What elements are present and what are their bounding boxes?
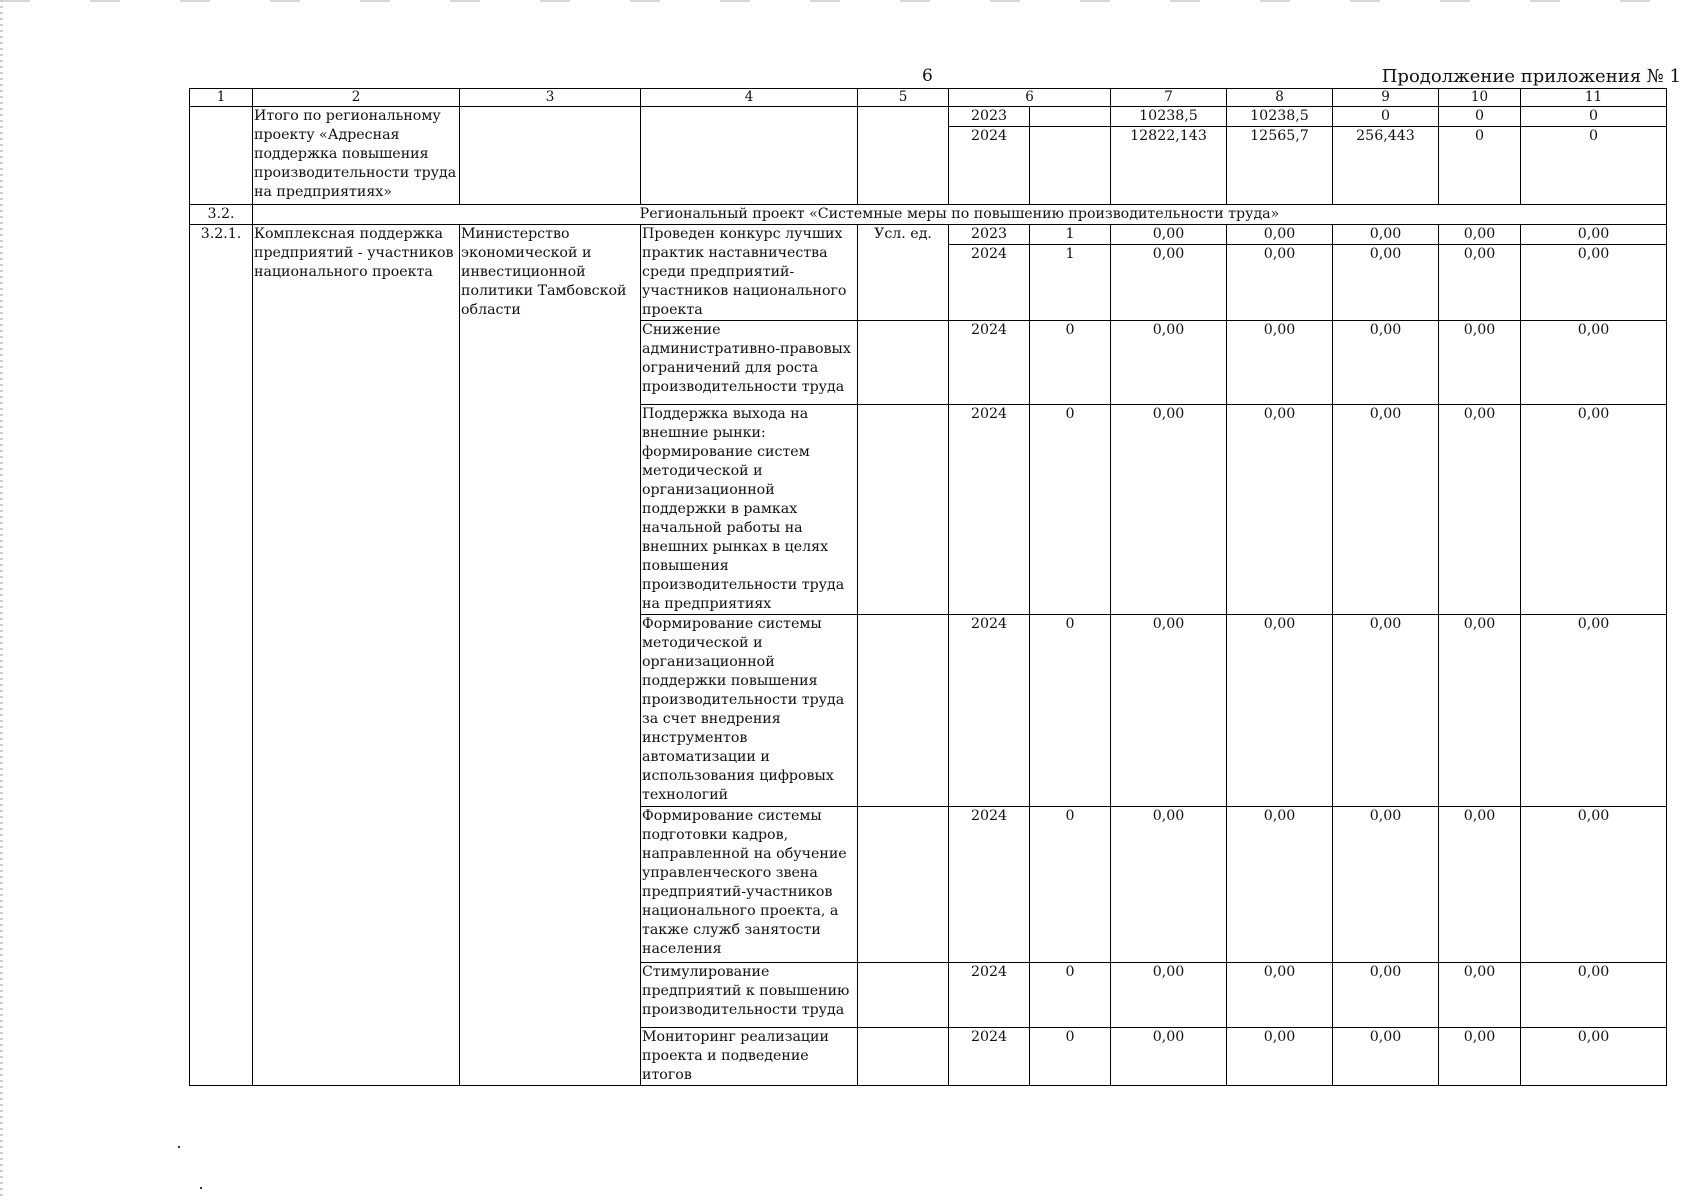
value-cell: 0,00 — [1521, 321, 1667, 405]
value-cell: 0,00 — [1333, 405, 1439, 615]
col-header: 4 — [641, 89, 858, 107]
indicator-value: 1 — [1030, 245, 1111, 321]
section-title: Региональный проект «Системные меры по повышению производительности труда» — [253, 205, 1667, 225]
col-header: 8 — [1227, 89, 1333, 107]
value-cell: 10238,5 — [1111, 107, 1227, 127]
value-cell: 0,00 — [1227, 807, 1333, 963]
value-cell: 0 — [1521, 107, 1667, 127]
empty-cell — [858, 615, 949, 807]
measure-text: Формирование системы подготовки кадров, направленной на обучение управленческого звена предприятий-участников национального проекта, а также служб занятости населения — [641, 807, 858, 963]
value-cell: 0,00 — [1521, 245, 1667, 321]
empty-cell — [460, 107, 641, 205]
section-number: 3.2. — [190, 205, 253, 225]
empty-cell — [190, 107, 253, 205]
year-cell: 2024 — [949, 127, 1030, 205]
scan-left-edge — [0, 0, 3, 1200]
col-header: 9 — [1333, 89, 1439, 107]
value-cell: 0,00 — [1227, 963, 1333, 1028]
total-row — [190, 107, 1667, 127]
total-label: Итого по региональному проекту «Адресная поддержка повышения производительности труда на предприятиях» — [253, 107, 460, 205]
value-cell: 0,00 — [1111, 963, 1227, 1028]
value-cell: 0,00 — [1439, 321, 1521, 405]
scan-speck — [178, 1146, 180, 1148]
value-cell: 0,00 — [1439, 615, 1521, 807]
scan-speck — [200, 1187, 202, 1189]
value-cell: 0,00 — [1227, 321, 1333, 405]
item-number: 3.2.1. — [190, 225, 253, 1086]
col-header: 5 — [858, 89, 949, 107]
value-cell: 0,00 — [1521, 615, 1667, 807]
year-cell: 2024 — [949, 963, 1030, 1028]
empty-cell — [858, 321, 949, 405]
measure-text: Поддержка выхода на внешние рынки: формирование систем методической и организационной поддержки в рамках начальной работы на внешних рынках в целях повышения производительности труда на предприятиях — [641, 405, 858, 615]
indicator-value: 0 — [1030, 405, 1111, 615]
item-executor: Министерство экономической и инвестиционной политики Тамбовской области — [460, 225, 641, 1086]
col-header: 10 — [1439, 89, 1521, 107]
value-cell: 0,00 — [1333, 245, 1439, 321]
value-cell: 0,00 — [1521, 225, 1667, 245]
value-cell: 0,00 — [1111, 615, 1227, 807]
measure-text: Стимулирование предприятий к повышению производительности труда — [641, 963, 858, 1028]
indicator-value: 0 — [1030, 321, 1111, 405]
empty-cell — [858, 807, 949, 963]
measure-text: Формирование системы методической и организационной поддержки повышения производительности труда за счет внедрения инструментов автоматизации и использования цифровых технологий — [641, 615, 858, 807]
value-cell: 0,00 — [1111, 321, 1227, 405]
unit-cell: Усл. ед. — [858, 225, 949, 321]
section-row — [190, 205, 1667, 225]
value-cell: 0,00 — [1333, 321, 1439, 405]
col-header: 6 — [949, 89, 1111, 107]
value-cell: 0 — [1333, 107, 1439, 127]
value-cell: 0,00 — [1111, 225, 1227, 245]
col-header: 7 — [1111, 89, 1227, 107]
year-cell: 2024 — [949, 615, 1030, 807]
value-cell: 12822,143 — [1111, 127, 1227, 205]
value-cell: 10238,5 — [1227, 107, 1333, 127]
value-cell: 0,00 — [1521, 807, 1667, 963]
year-cell: 2023 — [949, 107, 1030, 127]
value-cell: 0,00 — [1111, 405, 1227, 615]
scan-top-edge — [0, 0, 1697, 2]
indicator-value: 0 — [1030, 1028, 1111, 1086]
value-cell: 0,00 — [1521, 1028, 1667, 1086]
empty-cell — [858, 1028, 949, 1086]
value-cell: 0,00 — [1227, 615, 1333, 807]
value-cell: 0 — [1439, 107, 1521, 127]
column-number-row — [190, 89, 1667, 107]
indicator-value: 0 — [1030, 807, 1111, 963]
value-cell: 0,00 — [1439, 807, 1521, 963]
continuation-label: Продолжение приложения № 1 — [1381, 66, 1681, 87]
value-cell: 0,00 — [1227, 245, 1333, 321]
value-cell: 0,00 — [1333, 1028, 1439, 1086]
value-cell: 0,00 — [1521, 405, 1667, 615]
value-cell: 0,00 — [1333, 963, 1439, 1028]
value-cell: 0 — [1439, 127, 1521, 205]
indicator-value: 1 — [1030, 225, 1111, 245]
measure-text: Проведен конкурс лучших практик наставничества среди предприятий-участников национального проекта — [641, 225, 858, 321]
col-header: 11 — [1521, 89, 1667, 107]
empty-cell — [1030, 107, 1111, 127]
indicator-value: 0 — [1030, 615, 1111, 807]
indicator-value: 0 — [1030, 963, 1111, 1028]
col-header: 2 — [253, 89, 460, 107]
year-cell: 2024 — [949, 321, 1030, 405]
empty-cell — [1030, 127, 1111, 205]
value-cell: 0,00 — [1439, 1028, 1521, 1086]
year-cell: 2024 — [949, 405, 1030, 615]
measure-row — [190, 225, 1667, 245]
value-cell: 0,00 — [1439, 245, 1521, 321]
measure-text: Снижение административно-правовых ограничений для роста производительности труда — [641, 321, 858, 405]
value-cell: 0,00 — [1111, 245, 1227, 321]
value-cell: 0,00 — [1111, 1028, 1227, 1086]
value-cell: 0,00 — [1439, 405, 1521, 615]
year-cell: 2024 — [949, 807, 1030, 963]
page-number: 6 — [922, 66, 933, 86]
value-cell: 0,00 — [1439, 963, 1521, 1028]
value-cell: 0,00 — [1521, 963, 1667, 1028]
value-cell: 12565,7 — [1227, 127, 1333, 205]
year-cell: 2024 — [949, 245, 1030, 321]
value-cell: 0 — [1521, 127, 1667, 205]
value-cell: 256,443 — [1333, 127, 1439, 205]
value-cell: 0,00 — [1333, 225, 1439, 245]
year-cell: 2023 — [949, 225, 1030, 245]
measure-text: Мониторинг реализации проекта и подведение итогов — [641, 1028, 858, 1086]
col-header: 1 — [190, 89, 253, 107]
empty-cell — [641, 107, 858, 205]
empty-cell — [858, 405, 949, 615]
value-cell: 0,00 — [1227, 405, 1333, 615]
value-cell: 0,00 — [1333, 615, 1439, 807]
col-header: 3 — [460, 89, 641, 107]
item-name: Комплексная поддержка предприятий - участников национального проекта — [253, 225, 460, 1086]
value-cell: 0,00 — [1227, 1028, 1333, 1086]
value-cell: 0,00 — [1111, 807, 1227, 963]
appendix-table — [189, 88, 1667, 1086]
empty-cell — [858, 963, 949, 1028]
value-cell: 0,00 — [1227, 225, 1333, 245]
value-cell: 0,00 — [1333, 807, 1439, 963]
value-cell: 0,00 — [1439, 225, 1521, 245]
empty-cell — [858, 107, 949, 205]
year-cell: 2024 — [949, 1028, 1030, 1086]
